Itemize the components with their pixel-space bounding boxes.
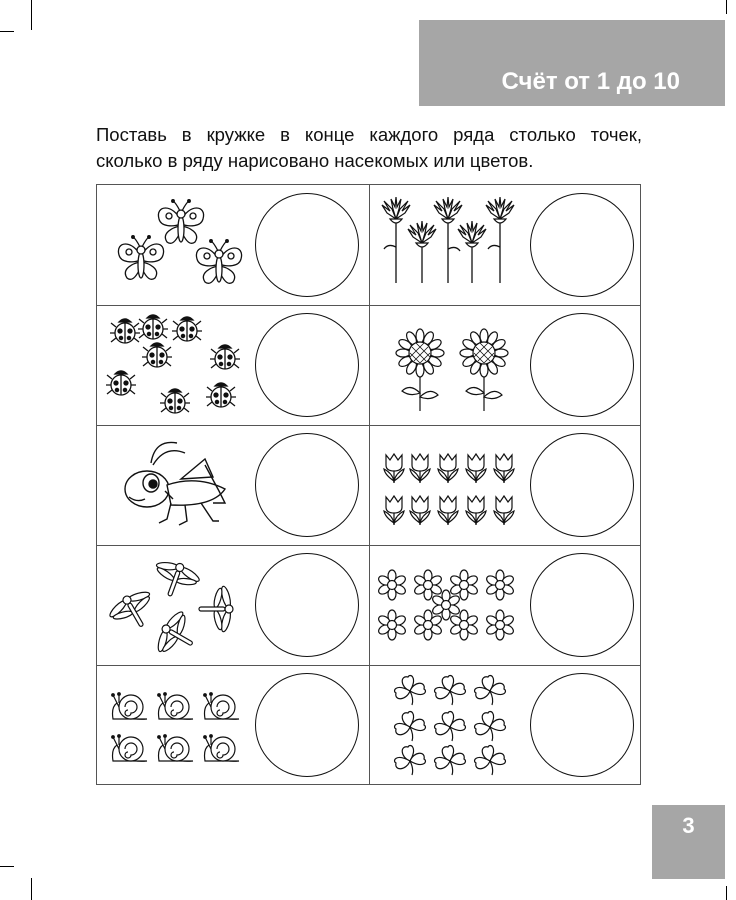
- crop-mark: [31, 0, 32, 30]
- answer-circle[interactable]: [530, 553, 634, 657]
- answer-circle[interactable]: [530, 673, 634, 777]
- crop-mark: [726, 0, 727, 14]
- cell-ladybugs: [97, 305, 369, 425]
- cell-dragonflies: [97, 545, 369, 665]
- exercise-grid: [96, 184, 641, 785]
- crop-mark: [31, 878, 32, 900]
- answer-circle[interactable]: [255, 193, 359, 297]
- cell-snails: [97, 665, 369, 785]
- instruction-line: сколько в ряду нарисовано насекомых или цветов.: [96, 150, 534, 171]
- clovers-picture: [374, 669, 534, 781]
- snails-picture: [101, 669, 251, 781]
- answer-circle[interactable]: [255, 433, 359, 537]
- cell-daisies: [370, 545, 642, 665]
- tulips-picture: [374, 429, 534, 541]
- page-number: 3: [682, 813, 695, 838]
- grasshopper-picture: [101, 429, 251, 541]
- crop-mark: [0, 31, 14, 32]
- header-band: [419, 20, 725, 106]
- answer-circle[interactable]: [530, 433, 634, 537]
- cell-sunflowers: [370, 305, 642, 425]
- cell-cornflowers: [370, 185, 642, 305]
- cell-grasshopper: [97, 425, 369, 545]
- ladybugs-picture: [101, 309, 251, 421]
- answer-circle[interactable]: [255, 673, 359, 777]
- answer-circle[interactable]: [530, 193, 634, 297]
- daisies-picture: [374, 549, 534, 661]
- page-number-badge: [652, 805, 725, 879]
- dragonflies-picture: [101, 549, 251, 661]
- answer-circle[interactable]: [255, 553, 359, 657]
- instruction-line: Поставь в кружке в конце каждого ряда столько точек,: [96, 124, 642, 145]
- sunflowers-picture: [374, 309, 534, 421]
- cell-tulips: [370, 425, 642, 545]
- answer-circle[interactable]: [530, 313, 634, 417]
- cornflowers-picture: [374, 189, 534, 301]
- cell-clovers: [370, 665, 642, 785]
- crop-mark: [0, 866, 14, 867]
- cell-butterflies: [97, 185, 369, 305]
- task-instructions: [96, 122, 642, 174]
- answer-circle[interactable]: [255, 313, 359, 417]
- page-title: Счёт от 1 до 10: [501, 68, 680, 95]
- butterflies-picture: [101, 189, 251, 301]
- crop-mark: [726, 886, 727, 900]
